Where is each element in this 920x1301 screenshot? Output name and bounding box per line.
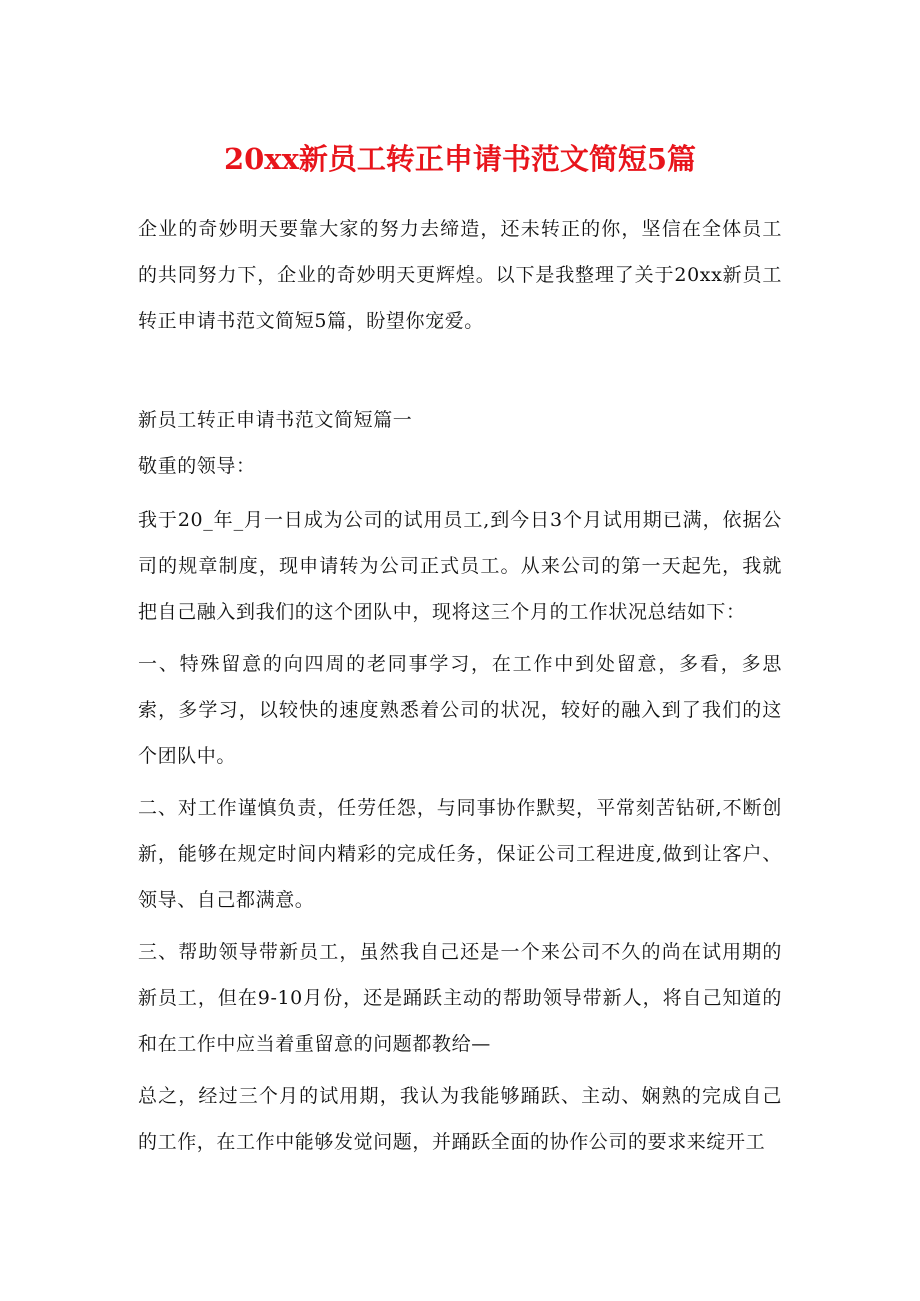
body-paragraph: 一、特殊留意的向四周的老同事学习，在工作中到处留意，多看，多思索，多学习，以较快的速度熟悉着公司的状况，较好的融入到了我们的这个团队中。: [138, 653, 782, 767]
intro-paragraph: 企业的奇妙明天要靠大家的努力去缔造，还未转正的你，坚信在全体员工的共同努力下，企业的奇妙明天更辉煌。以下是我整理了关于20xx新员工转正申请书范文简短5篇，盼望你宠爱。: [138, 218, 782, 332]
body-paragraph: 我于20_年_月一日成为公司的试用员工,到今日3个月试用期已满，依据公司的规章制度，现申请转为公司正式员工。从来公司的第一天起先，我就把自己融入到我们的这个团队中，现将这三个月的工作状况总结如下：: [138, 509, 782, 623]
document-title: 20xx新员工转正申请书范文简短5篇: [223, 142, 697, 176]
salutation: 敬重的领导：: [138, 455, 256, 477]
body-paragraph: 三、帮助领导带新员工，虽然我自己还是一个来公司不久的尚在试用期的新员工，但在9-10月份，还是踊跃主动的帮助领导带新人，将自己知道的和在工作中应当着重留意的问题都教给—: [138, 941, 782, 1055]
section-heading: 新员工转正申请书范文简短篇一: [138, 409, 413, 431]
body-paragraph: 二、对工作谨慎负责，任劳任怨，与同事协作默契，平常刻苦钻研,不断创新，能够在规定时间内精彩的完成任务，保证公司工程进度,做到让客户、领导、自己都满意。: [138, 797, 782, 911]
body-paragraph: 总之，经过三个月的试用期，我认为我能够踊跃、主动、娴熟的完成自己的工作，在工作中能够发觉问题，并踊跃全面的协作公司的要求来绽开工: [138, 1085, 782, 1153]
